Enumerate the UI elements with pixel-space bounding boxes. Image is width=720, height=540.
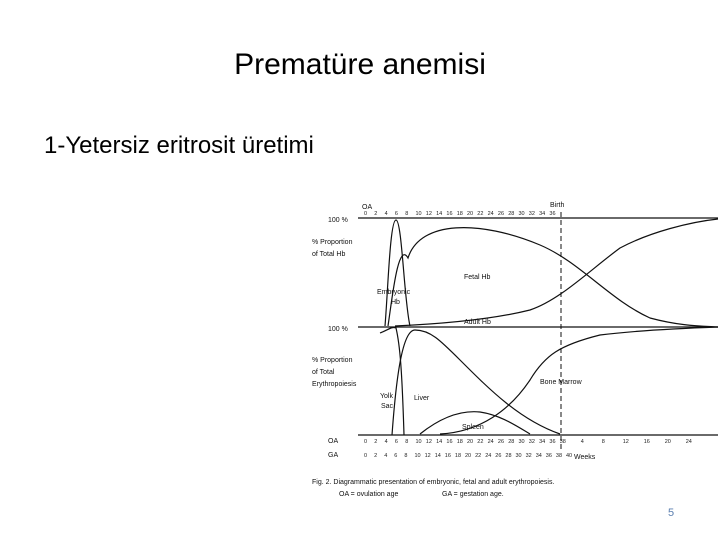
- proportion-hb-label-1: % Proportion: [312, 239, 353, 246]
- ga-bottom-tick: 20: [465, 453, 472, 459]
- oa-top-tick: 18: [456, 211, 463, 217]
- embryonic-hb-label-2: Hb: [391, 299, 400, 306]
- ga-bottom-tick: 32: [525, 453, 532, 459]
- oa-top-tick: 24: [487, 211, 494, 217]
- oa-bottom-tick: 28: [508, 439, 515, 445]
- birth-label: Birth: [550, 202, 565, 209]
- fetal-hb-curve: [388, 228, 718, 327]
- oa-top-tick: 2: [374, 211, 378, 217]
- spleen-label: Spleen: [462, 424, 484, 431]
- ga-bottom-tick: 14: [434, 453, 441, 459]
- oa-bottom-tick: 16: [643, 439, 650, 445]
- bone-marrow-label: Bone Marrow: [540, 379, 582, 386]
- oa-bottom-tick: 20: [467, 439, 474, 445]
- yolk-sac-label-2: Sac: [381, 403, 394, 410]
- ga-bottom-tick: 18: [454, 453, 462, 459]
- oa-top-tick: 36: [549, 211, 556, 217]
- oa-top-tick: 22: [477, 211, 484, 217]
- oa-bottom-tick: 8: [601, 439, 605, 445]
- oa-top-tick: 32: [528, 211, 535, 217]
- oa-bottom-tick: 12: [425, 439, 432, 445]
- oa-top-tick: 10: [415, 211, 422, 217]
- oa-bottom-tick: 34: [539, 439, 546, 445]
- embryonic-hb-curve: [385, 220, 410, 326]
- oa-top-tick: 20: [467, 211, 474, 217]
- oa-top-label: OA: [362, 204, 373, 211]
- ga-bottom-tick: 10: [414, 453, 421, 459]
- hundred-bottom-label: 100 %: [328, 326, 348, 333]
- adult-hb-label: Adult Hb: [464, 319, 491, 326]
- ga-bottom-tick: 24: [485, 453, 492, 459]
- oa-bottom-tick: 36: [549, 439, 556, 445]
- caption-line-2b: GA = gestation age.: [442, 491, 504, 498]
- oa-top-tick: 16: [446, 211, 453, 217]
- ga-bottom-tick: 16: [444, 453, 451, 459]
- ga-bottom-tick: 40: [566, 453, 573, 459]
- ga-bottom-tick: 6: [394, 453, 398, 459]
- oa-bottom-tick: 30: [518, 439, 525, 445]
- ga-bottom-tick: 38: [555, 453, 563, 459]
- yolk-sac-label-1: Yolk: [380, 393, 393, 400]
- proportion-ery-label-3: Erythropoiesis: [312, 381, 357, 388]
- oa-bottom-tick: 26: [497, 439, 505, 445]
- oa-top-tick: 0: [364, 211, 368, 217]
- oa-bottom-tick: 32: [528, 439, 535, 445]
- oa-bottom-tick: 4: [580, 439, 584, 445]
- oa-bottom-tick: 6: [394, 439, 398, 445]
- proportion-ery-label-1: % Proportion: [312, 357, 353, 364]
- oa-bottom-tick: 14: [436, 439, 443, 445]
- oa-bottom-tick: 22: [477, 439, 484, 445]
- ga-bottom-tick: 30: [515, 453, 522, 459]
- proportion-hb-label-2: of Total Hb: [312, 251, 346, 258]
- oa-bottom-label: OA: [328, 438, 339, 445]
- ga-bottom-tick: 4: [384, 453, 388, 459]
- weeks-label: Weeks: [574, 454, 596, 461]
- oa-bottom-tick: 0: [364, 439, 368, 445]
- ga-bottom-tick: 28: [505, 453, 512, 459]
- oa-top-tick: 12: [425, 211, 432, 217]
- fetal-hb-label: Fetal Hb: [464, 274, 491, 281]
- liver-curve: [392, 330, 560, 435]
- oa-bottom-tick: 16: [446, 439, 453, 445]
- oa-bottom-tick: 10: [415, 439, 422, 445]
- oa-bottom-ticks: [364, 439, 692, 445]
- liver-label: Liver: [414, 395, 430, 402]
- oa-top-tick: 34: [539, 211, 546, 217]
- oa-top-ticks: [364, 211, 556, 217]
- oa-top-tick: 30: [518, 211, 525, 217]
- oa-bottom-tick: 2: [374, 439, 378, 445]
- oa-bottom-tick: 24: [685, 439, 692, 445]
- ga-bottom-tick: 26: [495, 453, 502, 459]
- proportion-ery-label-2: of Total: [312, 369, 335, 376]
- yolk-sac-curve: [380, 327, 404, 435]
- oa-bottom-tick: 18: [456, 439, 463, 445]
- adult-hb-curve: [395, 219, 718, 326]
- ga-bottom-tick: 12: [424, 453, 431, 459]
- ga-bottom-tick: 0: [364, 453, 368, 459]
- caption-line-1: Fig. 2. Diagrammatic presentation of embryonic, fetal and adult erythropoiesis.: [312, 479, 555, 486]
- oa-bottom-tick: 24: [487, 439, 494, 445]
- ga-bottom-tick: 34: [535, 453, 542, 459]
- caption-line-2a: OA = ovulation age: [339, 491, 399, 498]
- ga-bottom-label: GA: [328, 452, 339, 459]
- embryonic-hb-label-1: Embryonic: [377, 289, 411, 296]
- ga-bottom-tick: 22: [475, 453, 482, 459]
- oa-bottom-tick: 12: [622, 439, 629, 445]
- oa-bottom-tick: 38: [559, 439, 566, 445]
- ga-bottom-tick: 2: [374, 453, 378, 459]
- oa-top-tick: 14: [436, 211, 443, 217]
- page-number: 5: [668, 507, 675, 519]
- oa-top-tick: 8: [405, 211, 409, 217]
- ga-bottom-tick: 8: [404, 453, 408, 459]
- oa-bottom-tick: 20: [664, 439, 671, 445]
- hundred-top-label: 100 %: [328, 217, 348, 224]
- oa-bottom-tick: 8: [405, 439, 409, 445]
- oa-bottom-tick: 4: [384, 439, 388, 445]
- oa-top-tick: 28: [508, 211, 515, 217]
- slide-title: Prematüre anemisi: [234, 48, 486, 81]
- oa-top-tick: 26: [497, 211, 505, 217]
- oa-top-tick: 4: [384, 211, 388, 217]
- ga-bottom-ticks: [364, 453, 572, 459]
- oa-top-tick: 6: [394, 211, 398, 217]
- ga-bottom-tick: 36: [545, 453, 552, 459]
- bullet-text: 1-Yetersiz eritrosit üretimi: [44, 132, 314, 159]
